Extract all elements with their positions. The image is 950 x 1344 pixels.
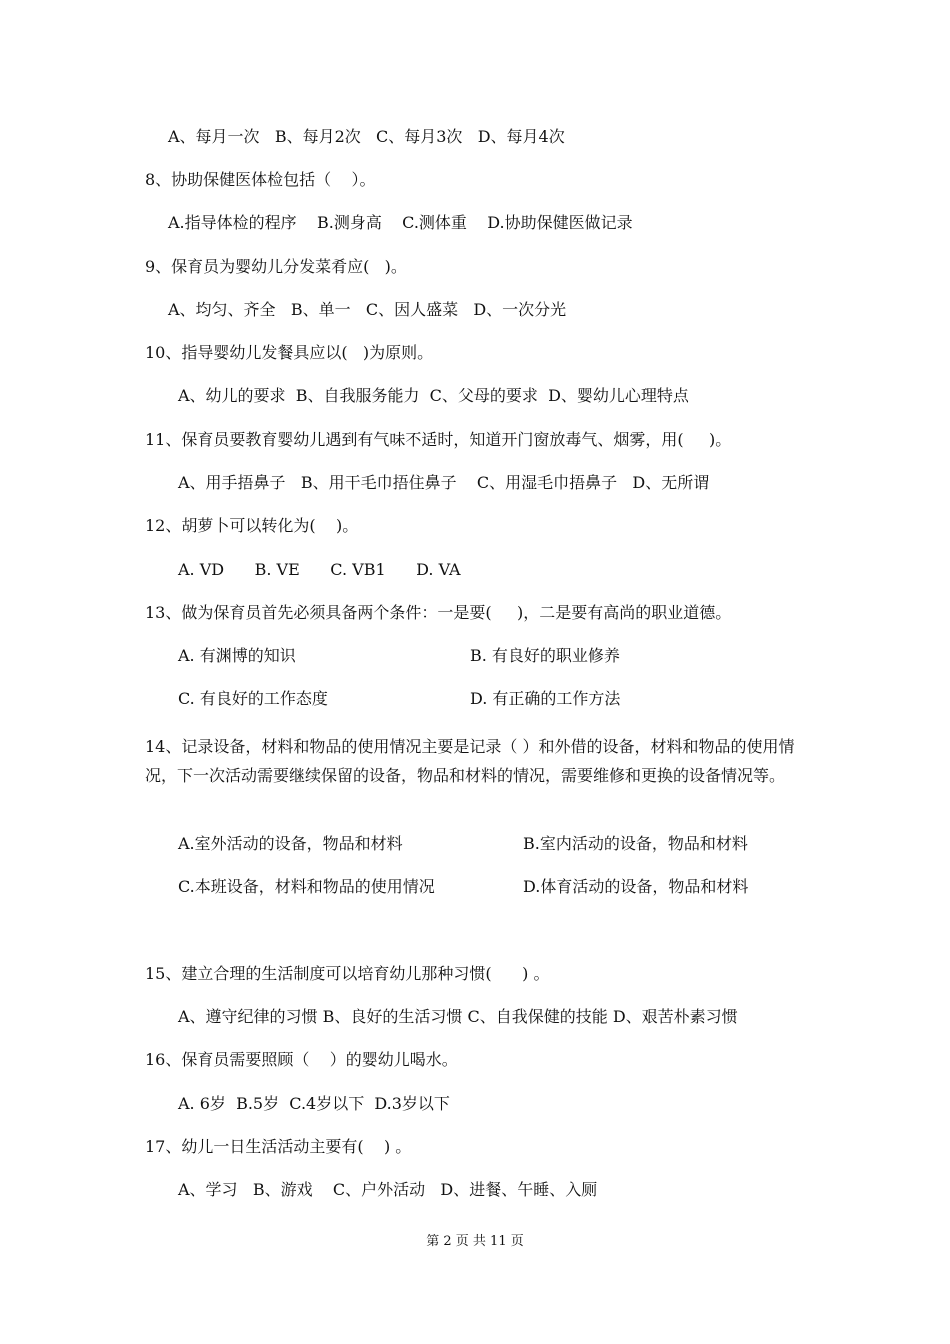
q17-options: A、学习 B、游戏 C、户外活动 D、进餐、午睡、入厕: [178, 1180, 598, 1199]
q13-question: 13、做为保育员首先必须具备两个条件：一是要( )，二是要有高尚的职业道德。: [145, 603, 732, 622]
q10-options: A、幼儿的要求 B、自我服务能力 C、父母的要求 D、婴幼儿心理特点: [178, 386, 689, 405]
q9-options: A、均匀、齐全 B、单一 C、因人盛菜 D、一次分光: [168, 300, 567, 319]
q15-options: A、遵守纪律的习惯 B、良好的生活习惯 C、自我保健的技能 D、艰苦朴素习惯: [178, 1007, 738, 1026]
q13-option-d: D. 有正确的工作方法: [470, 689, 621, 708]
q14-option-c: C.本班设备，材料和物品的使用情况: [178, 877, 435, 896]
q8-question: 8、协助保健医体检包括（ ）。: [145, 170, 376, 189]
q13-option-a: A. 有渊博的知识: [178, 646, 296, 665]
q11-question: 11、保育员要教育婴幼儿遇到有气味不适时，知道开门窗放毒气、烟雾，用( )。: [145, 430, 732, 449]
q15-question: 15、建立合理的生活制度可以培育幼儿那种习惯( ) 。: [145, 964, 550, 983]
q17-question: 17、幼儿一日生活活动主要有( ) 。: [145, 1137, 412, 1156]
q14-option-a: A.室外活动的设备，物品和材料: [178, 834, 403, 853]
q7-options: A、每月一次 B、每月2次 C、每月3次 D、每月4次: [168, 127, 565, 146]
q10-question: 10、指导婴幼儿发餐具应以( )为原则。: [145, 343, 434, 362]
q14-option-d: D.体育活动的设备，物品和材料: [523, 877, 749, 896]
q13-option-b: B. 有良好的职业修养: [470, 646, 620, 665]
q13-option-c: C. 有良好的工作态度: [178, 689, 328, 708]
q14-option-b: B.室内活动的设备，物品和材料: [523, 834, 748, 853]
page-footer: 第 2 页 共 11 页: [426, 1234, 524, 1249]
q12-options: A. VD B. VE C. VB1 D. VA: [178, 560, 461, 579]
q11-options: A、用手捂鼻子 B、用干毛巾捂住鼻子 C、用湿毛巾捂鼻子 D、无所谓: [178, 473, 710, 492]
q9-question: 9、保育员为婴幼儿分发菜肴应( )。: [145, 257, 407, 276]
q12-question: 12、胡萝卜可以转化为( )。: [145, 516, 359, 535]
q16-question: 16、保育员需要照顾（ ）的婴幼儿喝水。: [145, 1050, 458, 1069]
q14-question: 14、记录设备，材料和物品的使用情况主要是记录（ ）和外借的设备，材料和物品的使用情况，下一次活动需要继续保留的设备，物品和材料的情况，需要维修和更换的设备情况等。: [145, 737, 795, 785]
q8-options: A.指导体检的程序 B.测身高 C.测体重 D.协助保健医做记录: [168, 213, 633, 232]
q16-options: A. 6岁 B.5岁 C.4岁以下 D.3岁以下: [178, 1094, 450, 1113]
